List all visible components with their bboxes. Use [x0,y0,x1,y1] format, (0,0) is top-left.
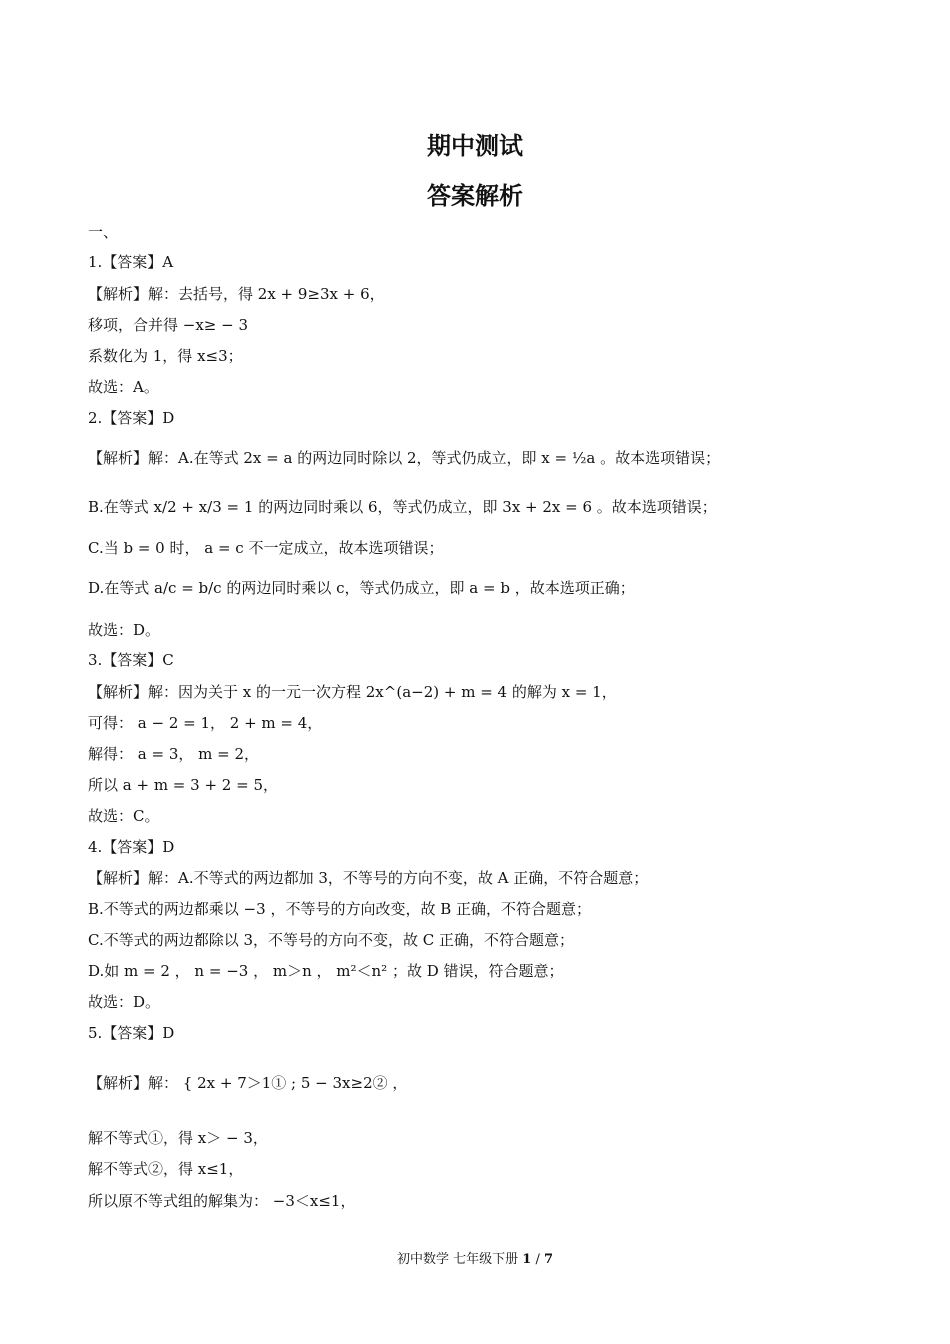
text-line: D.在等式 a/c = b/c 的两边同时乘以 c，等式仍成立，即 a = b ，故本选项正确； [88,579,635,597]
text-line: 【解析】解：去括号，得 2x + 9≥3x + 6， [88,285,385,303]
text-line: C.不等式的两边都除以 3，不等号的方向不变，故 C 正确，不符合题意； [88,931,575,949]
text-line: 故选：D。 [88,621,161,639]
text-line: B.不等式的两边都乘以 −3 ，不等号的方向改变，故 B 正确，不符合题意； [88,900,592,918]
text-line: C.当 b = 0 时， a = c 不一定成立，故本选项错误； [88,539,444,557]
text-line: 所以原不等式组的解集为： −3＜x≤1， [88,1192,356,1210]
text-line: 解不等式①，得 x＞ − 3， [88,1129,268,1147]
answer-line: 1.【答案】A [88,253,174,271]
footer-separator: / [535,1252,540,1267]
footer-text: 初中数学 七年级下册 [396,1252,519,1267]
text-line: 解得： a = 3， m = 2， [88,745,259,763]
text-line: 故选：C。 [88,807,160,825]
text-line: 【解析】解：A.不等式的两边都加 3，不等号的方向不变，故 A 正确，不符合题意； [88,869,649,887]
page-title: 期中测试 [427,132,523,160]
text-line: 【解析】解： { 2x + 7＞1① ; 5 − 3x≥2② ， [88,1074,408,1092]
text-line: 【解析】解：因为关于 x 的一元一次方程 2x^(a−2) + m = 4 的解为 x = 1， [88,683,617,701]
answer-line: 5.【答案】D [88,1024,175,1042]
footer-page-number: 1 [522,1252,532,1267]
text-line: 移项，合并得 −x≥ − 3 [88,316,249,334]
text-line: 可得： a − 2 = 1， 2 + m = 4， [88,714,323,732]
answer-line: 2.【答案】D [88,409,175,427]
footer-page-total: 7 [543,1252,554,1267]
page-footer [0,1248,950,1267]
text-line: 系数化为 1，得 x≤3； [88,347,243,365]
answer-line: 3.【答案】C [88,651,174,669]
text-line: D.如 m = 2 ， n = −3 ， m＞n ， m²＜n² ；故 D 错误，符合题意； [88,962,564,980]
text-line: 故选：D。 [88,993,161,1011]
text-line: 解不等式②，得 x≤1， [88,1160,244,1178]
text-line: 故选：A。 [88,378,159,396]
section-heading: 一、 [88,223,119,241]
text-line: B.在等式 x/2 + x/3 = 1 的两边同时乘以 6，等式仍成立，即 3x + 2x = 6 。故本选项错误； [88,498,717,516]
text-line: 【解析】解：A.在等式 2x = a 的两边同时除以 2，等式仍成立，即 x = ½a 。故本选项错误； [88,449,721,467]
page-subtitle: 答案解析 [427,182,523,210]
text-line: 所以 a + m = 3 + 2 = 5， [88,776,278,794]
answer-line: 4.【答案】D [88,838,175,856]
